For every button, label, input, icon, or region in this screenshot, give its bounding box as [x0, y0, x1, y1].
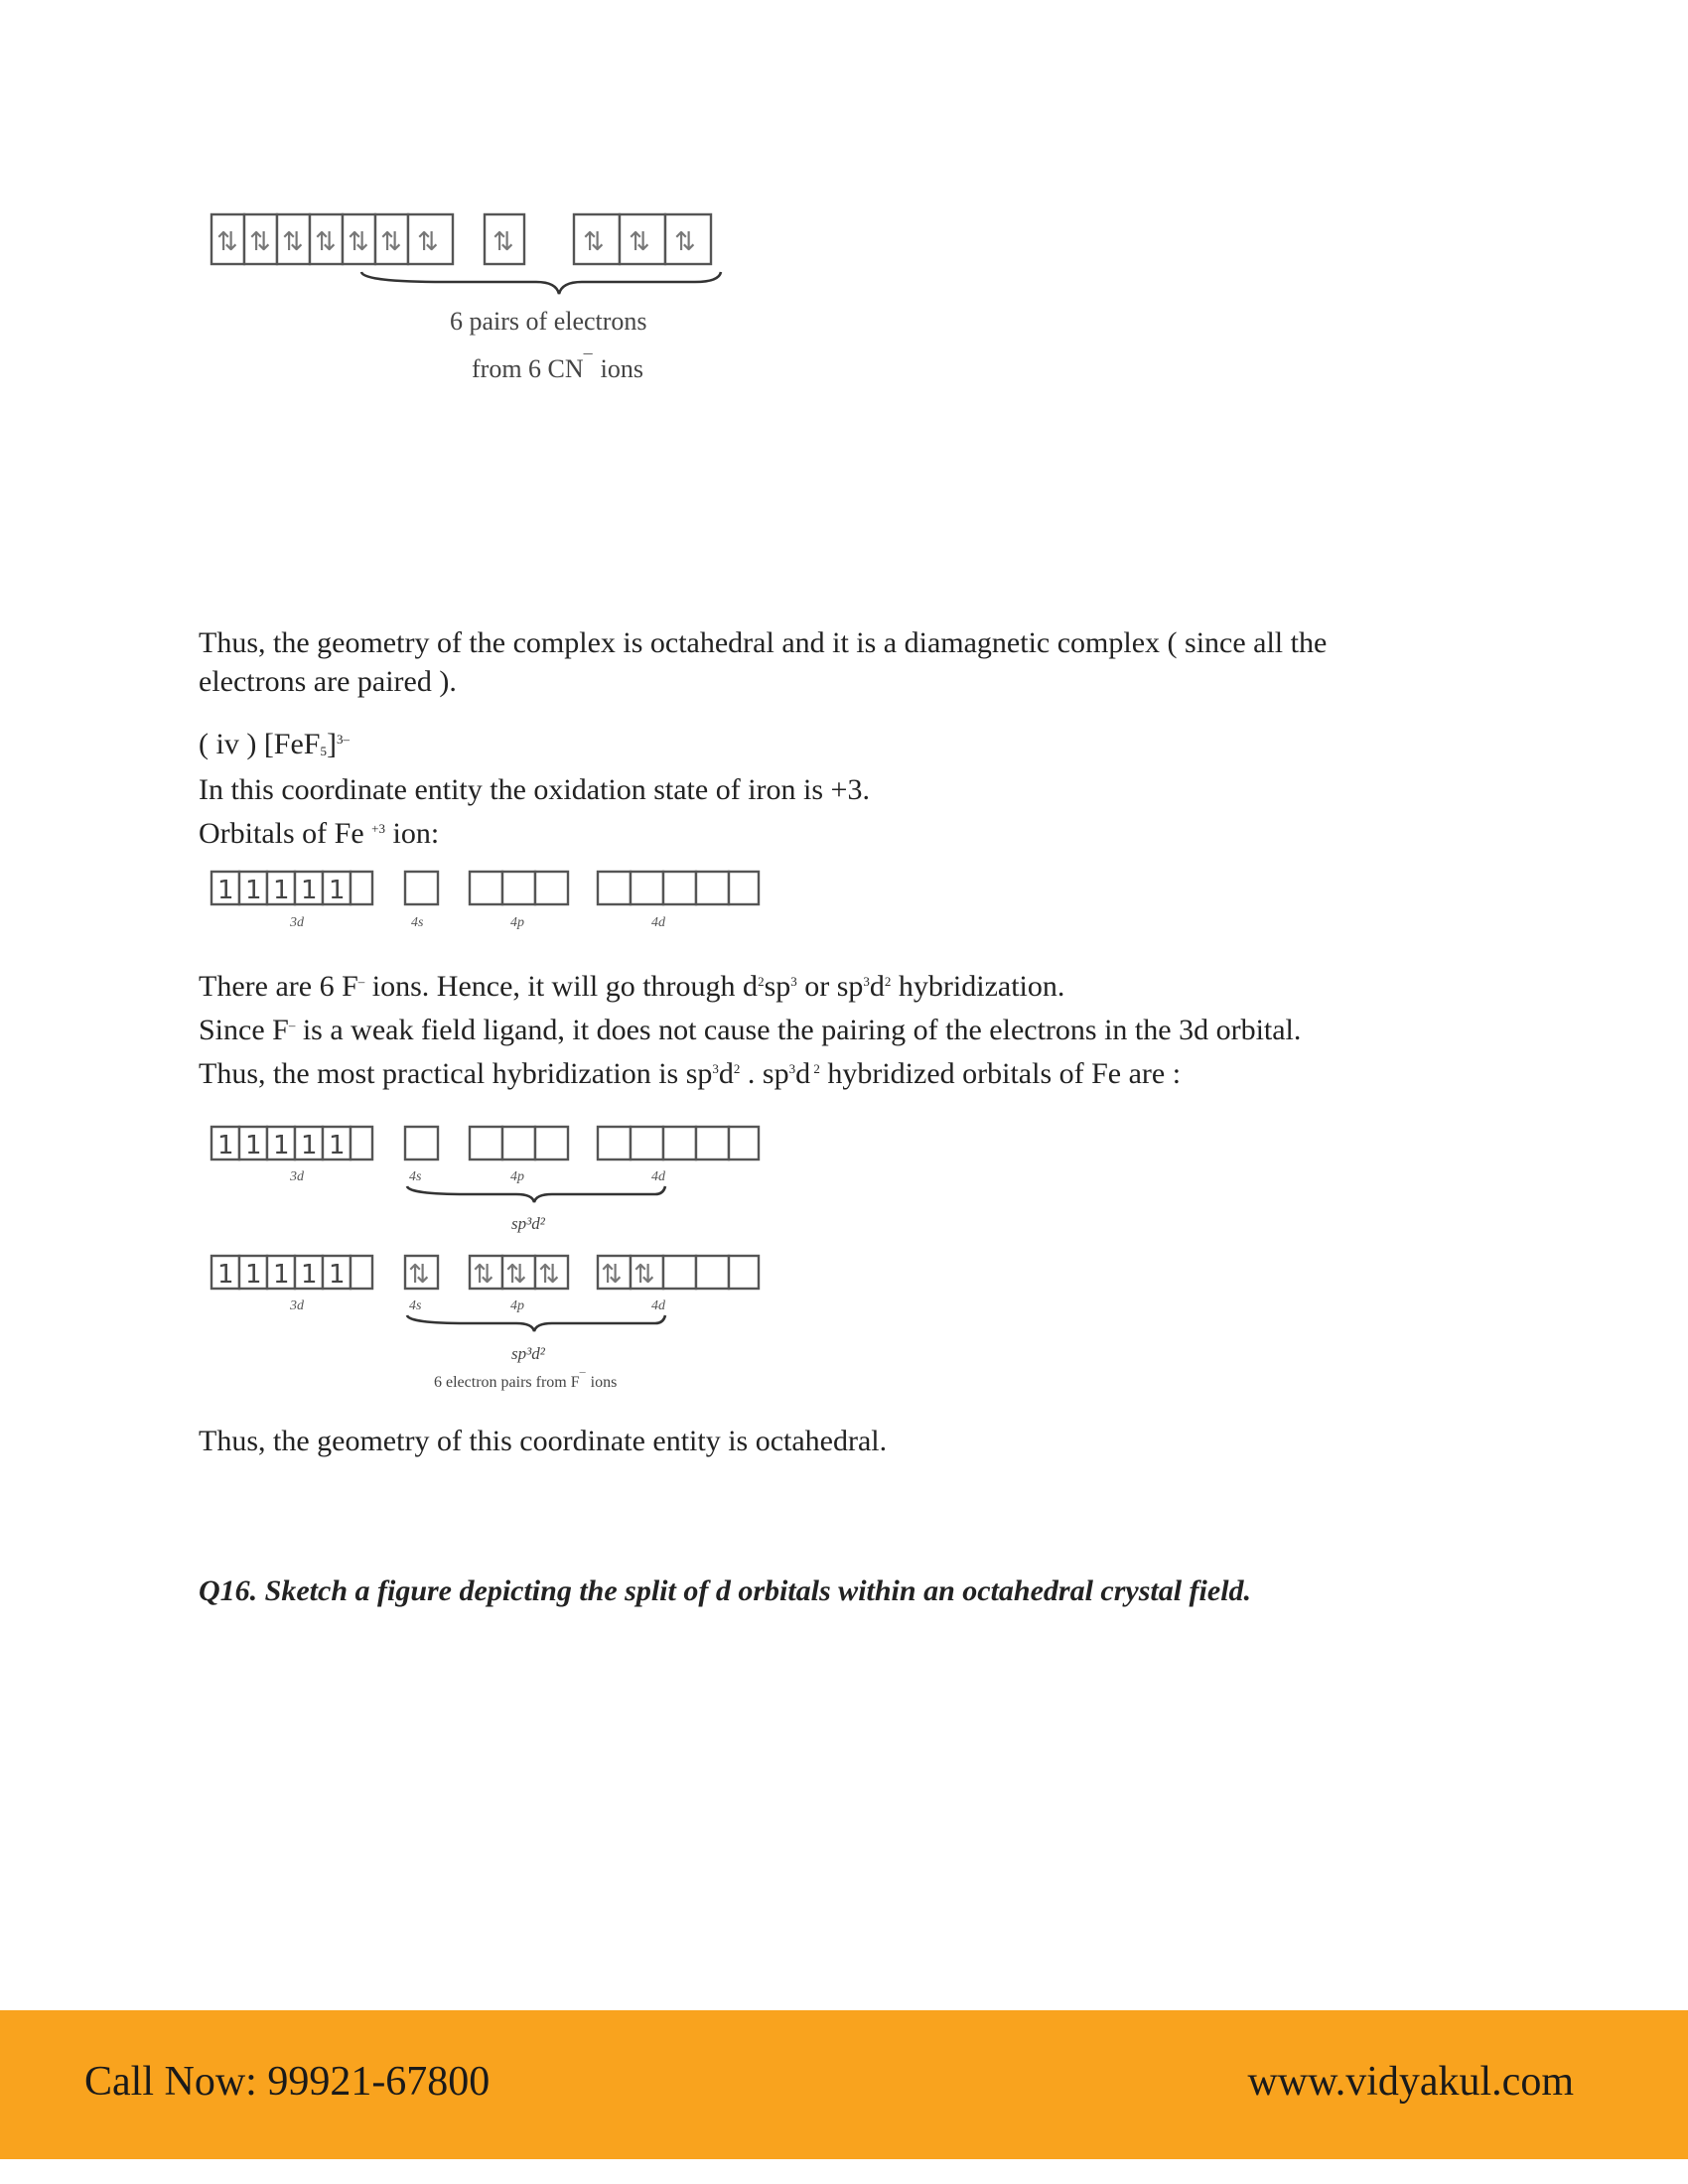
orbital-boxes-3d — [211, 872, 372, 905]
svg-text:⇅: ⇅ — [473, 1260, 494, 1290]
svg-text:⇅: ⇅ — [380, 227, 402, 257]
svg-text:⇅: ⇅ — [417, 227, 439, 257]
orbital-boxes-3d — [211, 214, 453, 264]
svg-text:⇅: ⇅ — [538, 1260, 560, 1290]
svg-text:4d: 4d — [651, 1169, 665, 1184]
orbital-row-before — [211, 1127, 759, 1233]
svg-text:⇅: ⇅ — [505, 1260, 527, 1290]
svg-text:1: 1 — [217, 1131, 234, 1160]
caption-from-cn: from 6 CN¯ ions — [472, 351, 644, 383]
orbital-box-4s — [485, 214, 524, 264]
svg-text:1: 1 — [301, 1260, 318, 1290]
question-16: Q16. Sketch a figure depicting the split of d orbitals within an octahedral crystal field. — [199, 1574, 1252, 1607]
svg-text:4p: 4p — [510, 1169, 524, 1184]
svg-text:⇅: ⇅ — [492, 227, 514, 257]
svg-text:4s: 4s — [411, 915, 424, 930]
section-iv-heading: ( iv ) $[FeF_5]^{3-}$ — [199, 728, 350, 760]
svg-text:1: 1 — [245, 1131, 262, 1160]
svg-text:3d: 3d — [290, 1298, 304, 1313]
orbital-row-after — [211, 1256, 759, 1391]
section-iv: ( iv ) $[FeF_5]^{3-}$ In this coordinate entity the oxidation state of iron is +3. Orbitals of Fe $^{+3}$ ion: — [199, 728, 870, 850]
svg-text:6 electron pairs from F¯ions: 6 electron pairs from F¯ ions — [434, 1370, 618, 1391]
website-link[interactable]: www.vidyakul.com — [1247, 2059, 1574, 2105]
orbital-box-4s — [405, 872, 438, 904]
svg-text:4d: 4d — [651, 915, 665, 930]
svg-text:⇅: ⇅ — [408, 1260, 430, 1290]
svg-text:⇅: ⇅ — [315, 227, 337, 257]
orbital-diagram-cn — [0, 199, 1688, 397]
svg-text:⇅: ⇅ — [216, 227, 238, 257]
svg-text:1: 1 — [301, 1131, 318, 1160]
svg-text:3d: 3d — [290, 915, 304, 930]
svg-text:3d: 3d — [290, 1169, 304, 1184]
svg-text:⇅: ⇅ — [282, 227, 304, 257]
orbital-boxes-4d — [598, 872, 759, 904]
svg-text:1: 1 — [217, 876, 234, 905]
svg-text:sp³d²: sp³d² — [511, 1344, 545, 1363]
caption-pairs: 6 pairs of electrons — [450, 307, 647, 336]
svg-text:4s: 4s — [409, 1169, 422, 1184]
paragraph-hybridization: There are 6 F– ions. Hence, it will go through $d^2sp^3$ or $sp^3d^2$ hybridization. Since F– is a weak field ligand, it does not cause the pairing of the electrons in the 3d orbital. Thus, the most practical hybridization is $sp^3d^2$ . $sp^3d$ $^2$ hybridized orbitals of Fe are : — [199, 970, 1302, 1090]
svg-text:1: 1 — [273, 876, 290, 905]
orbital-diagram-fe3 — [0, 869, 1688, 938]
paragraph-diamagnetic: Thus, the geometry of the complex is octahedral and it is a diamagnetic complex ( since all the electrons are paired ). — [199, 626, 1328, 698]
brace-cn-pairs — [361, 272, 721, 294]
svg-text:⇅: ⇅ — [249, 227, 271, 257]
svg-text:4p: 4p — [510, 915, 524, 930]
orbital-boxes-4p — [470, 872, 568, 904]
svg-text:sp³d²: sp³d² — [511, 1214, 545, 1233]
svg-text:1: 1 — [245, 1260, 262, 1290]
svg-text:1: 1 — [245, 876, 262, 905]
orbital-diagram-sp3d2 — [0, 1117, 1688, 1400]
svg-text:⇅: ⇅ — [629, 227, 650, 257]
svg-text:4d: 4d — [651, 1298, 665, 1313]
svg-text:1: 1 — [329, 876, 346, 905]
svg-text:1: 1 — [301, 876, 318, 905]
paragraph-octahedral: Thus, the geometry of this coordinate entity is octahedral. — [199, 1425, 888, 1457]
svg-text:⇅: ⇅ — [348, 227, 369, 257]
svg-text:1: 1 — [329, 1131, 346, 1160]
svg-text:1: 1 — [273, 1260, 290, 1290]
call-now-text[interactable]: Call Now: 99921-67800 — [84, 2059, 491, 2105]
svg-text:1: 1 — [217, 1260, 234, 1290]
svg-text:⇅: ⇅ — [583, 227, 605, 257]
orbital-boxes-4p — [574, 214, 711, 264]
footer-banner — [0, 2010, 1688, 2159]
svg-text:1: 1 — [273, 1131, 290, 1160]
svg-text:⇅: ⇅ — [674, 227, 696, 257]
svg-text:4s: 4s — [409, 1298, 422, 1313]
svg-text:⇅: ⇅ — [601, 1260, 623, 1290]
svg-text:4p: 4p — [510, 1298, 524, 1313]
svg-text:1: 1 — [329, 1260, 346, 1290]
svg-text:⇅: ⇅ — [633, 1260, 655, 1290]
